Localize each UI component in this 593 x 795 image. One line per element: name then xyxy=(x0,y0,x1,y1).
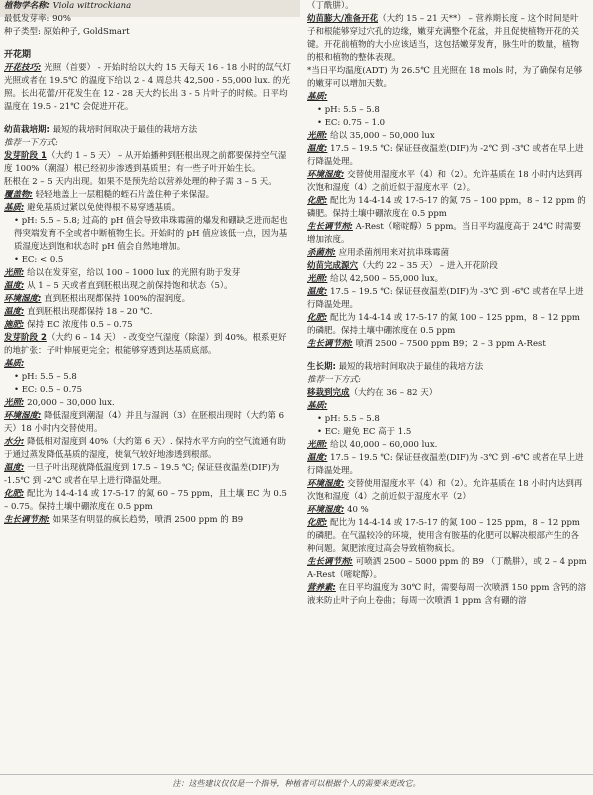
s1-fert-text: 保持 EC 浓度伟 0.5 – 0.75 xyxy=(27,320,133,330)
s5-chem-text: 配比为 14-4-14 或 17-5-17 的氮 100 – 125 ppm，8 – 12 ppm 的磷肥。在气温较冷的环境，使用含有胺基的化肥可以解决根部产生的各种问题。氮肥浓度过高会导致植物疯长。 xyxy=(307,518,580,554)
s3-temp-row xyxy=(307,143,587,169)
stage2-intro xyxy=(4,332,292,358)
light-label: 光照: xyxy=(4,268,25,278)
stage3-note: *当日平均温度(ADT) 为 26.5℃ 且光照在 18 mols 时，为了确保有足够的嫩芽可以增加天数。 xyxy=(307,66,583,89)
s2-ec: • EC: 0.5 – 0.75 xyxy=(14,385,83,395)
seed-type-label: 种子类型: xyxy=(4,27,41,37)
seedling-done-title: 幼苗完成源穴 xyxy=(307,261,359,271)
flowering-tech-text: 光照（首要） - 开始时给以大约 15 天每天 16 - 18 小时的氙气灯光照或者在 19.5℃ 的温度下给以 2 - 4 周总共 42,500 - 55,000 lux. 的光照。长出花蕾/开花发生在 12 - 28 天大约长出 3 - 5 片叶子的时候。日平均温度在 19.5 - 21℃ 会促进开花。 xyxy=(4,63,291,112)
s1-temp2-text: 直到胚根出现都保持 18 – 20 ℃. xyxy=(27,307,153,317)
seed-type-value: 原始种子, GoldSmart xyxy=(43,27,130,37)
right-column xyxy=(307,0,587,775)
s2-temp-text: 一旦子叶出现就降低温度到 17.5 – 19.5 ℃; 保证昼夜温差(DIF)为 -1.5℃ 到 -2℃ 或者在早上进行降温处理。 xyxy=(4,463,280,486)
flowering-heading: 开花期 xyxy=(4,50,32,60)
s5-light-row xyxy=(307,439,587,452)
seedling-heading: 幼苗栽培期: xyxy=(4,125,50,135)
s1-ph-text: pH: 5.5 – 5.8; 过高的 pH 值会导致串珠霉菌的爆发和硼缺乏进而起也得突端发育不全或者中断植物生长。开始时的 pH 值应该低一点，因为基质湿度达到饱和状态时 pH 值会自然地增加。 xyxy=(14,216,288,252)
s4-light-row xyxy=(307,273,587,286)
s1-temp2-row xyxy=(4,306,292,319)
temp-label: 温度: xyxy=(307,144,328,154)
nutrition-label: 营养素: xyxy=(307,583,336,593)
stage1-title: 发芽阶段 1 xyxy=(4,151,47,161)
fungicide-label: 杀菌剂: xyxy=(307,248,336,258)
botanical-name-label: 植物学名称: xyxy=(4,1,50,11)
s2-light-row xyxy=(4,397,292,410)
s3-substrate-row xyxy=(307,91,587,104)
stage2-intro-text: （大约 6 – 14 天） - 改变空气湿度（除湿）到 40%。根系更好的地扩张：子叶伸展更完全；根能够穿透到达基质底部。 xyxy=(4,333,287,356)
s5-light-text: 给以 40,000 – 60,000 lux. xyxy=(330,440,438,450)
chem-label: 化肥: xyxy=(4,489,25,499)
temp-label: 温度: xyxy=(307,453,328,463)
substrate-label: 基质: xyxy=(307,401,328,411)
s2-humidity-row xyxy=(4,410,292,436)
s5-growth-row xyxy=(307,556,587,582)
left-column xyxy=(4,0,292,775)
botanical-name-row xyxy=(4,0,292,13)
s2-chem-text: 配比为 14-4-14 或 17-5-17 的氮 60 – 75 ppm，且土壤 EC 为 0.5 – 0.75。保持土壤中硼浓度在 0.5 ppm xyxy=(4,489,287,512)
s2-ph-text: pH: 5.5 – 5.8 xyxy=(21,372,77,382)
s1-light-row xyxy=(4,267,292,280)
light-label: 光照: xyxy=(307,131,328,141)
s3-ec: • EC: 0.75 – 1.0 xyxy=(317,118,386,128)
temp-label: 温度: xyxy=(307,287,328,297)
seedling-heading-row xyxy=(4,124,292,137)
s3-chem-text: 配比为 14-4-14 或 17-5-17 的氮 75 – 100 ppm，8 – 12 ppm 的磷肥。保持土壤中硼浓度在 0.5 ppm xyxy=(307,196,586,219)
s1-ph: • pH: 5.5 – 5.8; 过高的 pH 值会导致串珠霉菌的爆发和硼缺乏进而起也得突端发育不全或者中断植物生长。开始时的 pH 值应该低一点，因为基质湿度达到饱和状态时 pH 值会自然地增加。 xyxy=(14,216,288,252)
stage3-intro-text: （大约 15 – 21 天**） – 营养期长度 – 这个时间是叶子和根能够穿过穴孔的边缘，嫩芽充满整个花盆，并且促使植物开花的关键。开花前植物的大小应该适当，这包括嫩芽发育，脉生叶的数量，植物的根和植物的整体表现。 xyxy=(307,14,580,63)
s5-ph: • pH: 5.5 – 5.8 xyxy=(317,414,380,424)
s2-chem-row xyxy=(4,488,292,514)
humidity-label: 环境湿度: xyxy=(4,411,42,421)
s3-humidity-text: 交替使用湿度水平（4）和（2）。允许基质在 18 小时内达到再次饱和湿度（4）之前近似于湿度水平（2）。 xyxy=(307,170,583,193)
s5-ec-text: EC: 避免 EC 高于 1.5 xyxy=(324,427,412,437)
cover-row xyxy=(4,189,292,202)
humidity-label: 环境湿度: xyxy=(307,505,345,515)
growth-label: 生长调节剂: xyxy=(307,339,353,349)
s5-chem-row xyxy=(307,517,587,556)
footer-note: 注：这些建议仅仅是一个指导，种植者可以根据个人的需要来更改它。 xyxy=(172,779,421,788)
s5-humidity-row xyxy=(307,478,587,504)
humidity-label: 环境湿度: xyxy=(307,170,345,180)
chem-label: 化肥: xyxy=(307,313,328,323)
stage2-title: 发芽阶段 2 xyxy=(4,333,47,343)
light-label: 光照: xyxy=(307,440,328,450)
stage1-radicle: 胚根在 2 – 5 天内出现。如果不是预先给以营养处理的种子需 3 – 5 天。 xyxy=(4,177,277,187)
fert-label: 施肥: xyxy=(4,320,25,330)
s1-temp-row xyxy=(4,280,292,293)
nutrition-text: 在日平均温度为 30℃ 时，需要每周一次喷洒 150 ppm 含钙的溶液来防止叶子向上卷曲；每周一次喷洒 1 ppm 含有硼的溶 xyxy=(307,583,587,606)
s2-light-text: 20,000 – 30,000 lux. xyxy=(27,398,115,408)
s2-growth-row xyxy=(4,514,292,527)
s2-ph: • pH: 5.5 – 5.8 xyxy=(14,372,77,382)
s3-light-row xyxy=(307,130,587,143)
humidity-label: 环境湿度: xyxy=(307,479,345,489)
cover-text: 轻轻地盖上一层粗糙的蛭石片盖住种子来保湿。 xyxy=(35,190,215,200)
s2-humidity-text: 降低湿度到潮湿（4）并且与湿润（3）在胚根出现时（大约第 6 天）18 小时内交替使用。 xyxy=(4,411,285,434)
fungicide-row xyxy=(307,247,587,260)
s5-temp-row xyxy=(307,452,587,478)
germ-rate-row xyxy=(4,13,292,26)
s3-temp-text: 17.5 – 19.5 ℃: 保证昼夜温差(DIF)为 -2℃ 到 -3℃ 或者在早上进行降温处理。 xyxy=(307,144,584,167)
humidity-label: 环境湿度: xyxy=(4,294,42,304)
stage3-title: 幼苗膨大/准备开花 xyxy=(307,14,379,24)
s5-growth-text: 可喷洒 2500 – 5000 ppm 的 B9 （丁酰肼），或 2 – 4 ppm A-Rest（嘧啶醇）。 xyxy=(307,557,587,580)
s4-light-text: 给以 42,500 – 55,000 lux。 xyxy=(330,274,444,284)
s1-ec: • EC: < 0.5 xyxy=(14,255,64,265)
temp-label: 温度: xyxy=(4,281,25,291)
s2-growth-continued: （丁酰肼）。 xyxy=(307,1,354,11)
s3-growth-text: A-Rest（嘧啶醇）5 ppm。当日平均温度高于 24℃ 时需要增加浓度。 xyxy=(307,222,582,245)
s2-water-row xyxy=(4,436,292,462)
growth-period-text: 最短的栽培时间取决于最佳的栽培方法 xyxy=(338,362,484,372)
recommend-label: 推荐一下方式: xyxy=(4,138,58,148)
flowering-tech xyxy=(4,62,292,114)
chem-label: 化肥: xyxy=(307,518,328,528)
s3-growth-row xyxy=(307,221,587,247)
temp-label: 温度: xyxy=(4,463,25,473)
s3-ph: • pH: 5.5 – 5.8 xyxy=(317,105,380,115)
fungicide-text: 应用杀菌剂用来对抗串珠霉菌 xyxy=(338,248,450,258)
s5-temp-text: 17.5 – 19.5 ℃: 保证昼夜温差(DIF)为 -3℃ 到 -6℃ 或者在早上进行降温处理。 xyxy=(307,453,584,476)
s5-substrate-row xyxy=(307,400,587,413)
s3-chem-row xyxy=(307,195,587,221)
growth-period-label: 生长期: xyxy=(307,362,336,372)
s5-env-humidity-text: 40 % xyxy=(347,505,369,515)
s4-chem-row xyxy=(307,312,587,338)
seedling-done-row xyxy=(307,260,587,273)
s3-light-text: 给以 35,000 – 50,000 lux xyxy=(330,131,435,141)
recommend-label-2: 推荐一下方式: xyxy=(307,375,361,385)
growth-label: 生长调节剂: xyxy=(307,222,353,232)
stage1-intro-text: （大约 1 – 5 天） – 从开始播种到胚根出现之前都要保持空气湿度 100%（潮湿）根已经初步渗透到基质里；有一些子叶开始生长。 xyxy=(4,151,287,174)
s5-env-humidity-row xyxy=(307,504,587,517)
s1-temp-text: 从 1 – 5 天或者直到胚根出现之前保持饱和状态（5）。 xyxy=(27,281,233,291)
s1-light-text: 给以在发芽室，给以 100 – 1000 lux 的光照有助于发芽 xyxy=(27,268,241,278)
s3-ec-text: EC: 0.75 – 1.0 xyxy=(324,118,386,128)
s2-ec-text: EC: 0.5 – 0.75 xyxy=(21,385,83,395)
s4-chem-text: 配比为 14-4-14 或 17-5-17 的氮 100 – 125 ppm，8 – 12 ppm 的磷肥。保持土壤中硼浓度在 0.5 ppm xyxy=(307,313,580,336)
s1-ec-text: EC: < 0.5 xyxy=(21,255,64,265)
s5-ec: • EC: 避免 EC 高于 1.5 xyxy=(317,427,412,437)
stage1-intro xyxy=(4,150,292,176)
s3-ph-text: pH: 5.5 – 5.8 xyxy=(324,105,380,115)
s4-temp-text: 17.5 – 19.5 ℃: 保证昼夜温差(DIF)为 -3℃ 到 -6℃ 或者在早上进行降温处理。 xyxy=(307,287,584,310)
flowering-tech-label: 开花技巧: xyxy=(4,63,42,73)
transplant-title: 移栽到完成 xyxy=(307,388,350,398)
s1-humidity-text: 直到胚根出现都保持 100%的湿润度。 xyxy=(44,294,191,304)
s5-humidity-text: 交替使用湿度水平（4）和（2）。允许基质在 18 小时内达到再次饱和湿度（4）之前近似于湿度水平（2） xyxy=(307,479,583,502)
s2-substrate-row xyxy=(4,358,292,371)
substrate-label: 基质: xyxy=(4,203,25,213)
seed-type-row xyxy=(4,26,292,39)
cover-label: 覆盖物: xyxy=(4,190,33,200)
substrate-label: 基质: xyxy=(4,359,25,369)
s4-growth-row xyxy=(307,338,587,351)
growth-period-row xyxy=(307,361,587,374)
substrate-text: 避免基质过紧以免使得根不易穿透基质。 xyxy=(27,203,181,213)
germ-rate-value: 90% xyxy=(52,14,71,24)
s4-temp-row xyxy=(307,286,587,312)
s5-ph-text: pH: 5.5 – 5.8 xyxy=(324,414,380,424)
light-label: 光照: xyxy=(4,398,25,408)
growth-label: 生长调节剂: xyxy=(4,515,50,525)
nutrition-row xyxy=(307,582,587,608)
germ-rate-label: 最低发芽率: xyxy=(4,14,50,24)
transplant-text: （大约在 36 – 82 天） xyxy=(349,388,438,398)
s1-fert-row xyxy=(4,319,292,332)
chem-label: 化肥: xyxy=(307,196,328,206)
s2-water-text: 降低相对湿度到 40%（大约第 6 天）. 保持水平方向的空气流通有助于通过蒸发降低基质的湿度，使氧气较好地渗透到根部。 xyxy=(4,437,286,460)
s1-humidity-row xyxy=(4,293,292,306)
light-label: 光照: xyxy=(307,274,328,284)
growth-label: 生长调节剂: xyxy=(307,557,353,567)
temp-label: 温度: xyxy=(4,307,25,317)
seedling-done-text: （大约 22 – 35 天） – 进入开花阶段 xyxy=(358,261,498,271)
seedling-heading-text: 最短的栽培时间取决于最佳的栽培方法 xyxy=(52,125,198,135)
s4-growth-text: 喷洒 2500 – 7500 ppm B9；2 – 3 ppm A-Rest xyxy=(355,339,546,349)
s1-substrate-row xyxy=(4,202,292,215)
transplant-row xyxy=(307,387,587,400)
s2-temp-row xyxy=(4,462,292,488)
s2-growth-text: 如果茎有明显的疯长趋势，喷洒 2500 ppm 的 B9 xyxy=(52,515,244,525)
water-label: 水分: xyxy=(4,437,25,447)
s3-humidity-row xyxy=(307,169,587,195)
substrate-label: 基质: xyxy=(307,92,328,102)
stage3-intro xyxy=(307,13,587,65)
footer-divider xyxy=(0,774,593,775)
botanical-name-value: Viola wittrockiana xyxy=(52,1,132,11)
